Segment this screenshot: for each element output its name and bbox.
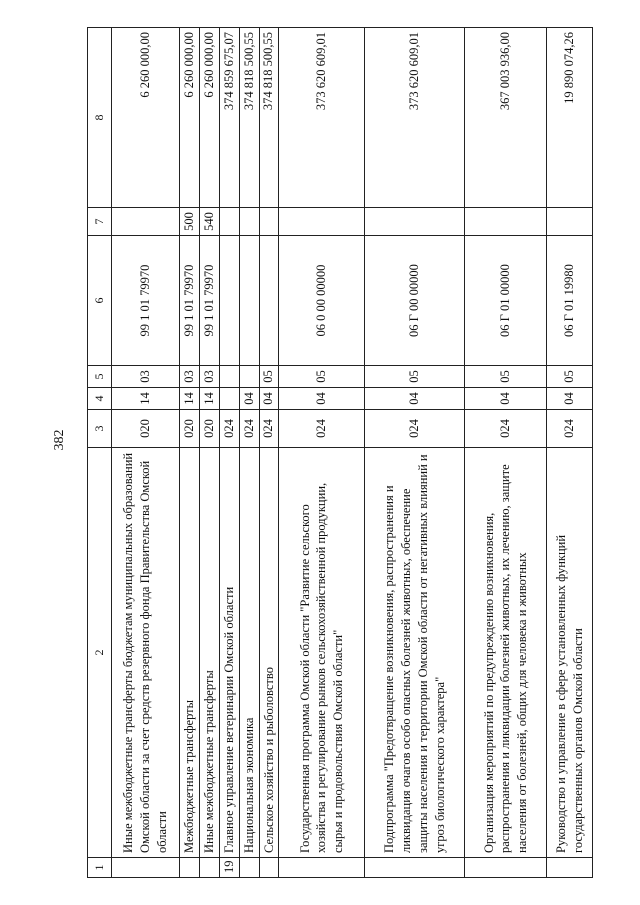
row-section — [219, 388, 239, 410]
row-amount: 373 620 609,01 — [279, 28, 365, 208]
row-admin-code: 024 — [239, 410, 259, 448]
row-amount: 373 620 609,01 — [365, 28, 465, 208]
row-subsection: 03 — [199, 366, 219, 388]
table-row — [547, 28, 593, 878]
row-expense-type: 540 — [199, 208, 219, 236]
row-admin-code: 024 — [365, 410, 465, 448]
row-name: Подпрограмма "Предотвращение возникновения, распространения и ликвидация очагов особо опасных болезней животных, обеспечение защиты населения и территории Омской области от негативных влияний и угроз биологического характера" — [365, 448, 465, 858]
row-section: 14 — [112, 388, 180, 410]
header-col-2: 2 — [88, 448, 112, 858]
row-admin-code: 020 — [112, 410, 180, 448]
header-col-1: 1 — [88, 858, 112, 878]
row-number: 19 — [219, 858, 239, 878]
row-name: Главное управление ветеринарии Омской области — [219, 448, 239, 858]
row-expense-type — [219, 208, 239, 236]
row-number — [365, 858, 465, 878]
row-admin-code: 024 — [465, 410, 547, 448]
table-row — [239, 28, 259, 878]
row-name: Межбюджетные трансферты — [180, 448, 200, 858]
row-expense-type — [259, 208, 279, 236]
row-number — [112, 858, 180, 878]
row-admin-code: 020 — [180, 410, 200, 448]
row-name: Иные межбюджетные трансферты — [199, 448, 219, 858]
row-amount: 19 890 074,26 — [547, 28, 593, 208]
table-row — [180, 28, 200, 878]
table-row — [219, 28, 239, 878]
row-number — [199, 858, 219, 878]
row-subsection: 05 — [259, 366, 279, 388]
row-section: 14 — [180, 388, 200, 410]
row-subsection: 03 — [112, 366, 180, 388]
row-section: 04 — [365, 388, 465, 410]
row-name: Иные межбюджетные трансферты бюджетам муниципальных образований Омской области за счет средств резервного фонда Правительства Омской области — [112, 448, 180, 858]
row-section: 04 — [279, 388, 365, 410]
row-number — [547, 858, 593, 878]
row-target-code — [259, 236, 279, 366]
row-expense-type — [365, 208, 465, 236]
row-amount: 374 859 675,07 — [219, 28, 239, 208]
row-admin-code: 020 — [199, 410, 219, 448]
row-name: Организация мероприятий по предупреждению возникновения, распространения и ликвидации болезней животных, их лечению, защите населения от болезней, общих для человека и животных — [465, 448, 547, 858]
rotated-table-wrapper — [87, 28, 585, 878]
row-subsection — [239, 366, 259, 388]
header-col-6: 6 — [88, 236, 112, 366]
row-name: Сельское хозяйство и рыболовство — [259, 448, 279, 858]
row-target-code: 06 Г 00 00000 — [365, 236, 465, 366]
row-target-code: 06 Г 01 00000 — [465, 236, 547, 366]
row-target-code: 06 Г 01 19980 — [547, 236, 593, 366]
row-subsection: 05 — [465, 366, 547, 388]
row-expense-type — [279, 208, 365, 236]
row-target-code: 99 1 01 79970 — [112, 236, 180, 366]
row-target-code — [219, 236, 239, 366]
table-row — [279, 28, 365, 878]
header-col-3: 3 — [88, 410, 112, 448]
row-admin-code: 024 — [259, 410, 279, 448]
row-amount: 374 818 500,55 — [239, 28, 259, 208]
table-row — [199, 28, 219, 878]
row-expense-type — [112, 208, 180, 236]
row-name: Государственная программа Омской области "Развитие сельского хозяйства и регулирование рынков сельскохозяйственной продукции, сырья и продовольствия Омской области" — [279, 448, 365, 858]
row-number — [279, 858, 365, 878]
table-row — [365, 28, 465, 878]
header-col-8: 8 — [88, 28, 112, 208]
row-name: Национальная экономика — [239, 448, 259, 858]
row-target-code: 06 0 00 00000 — [279, 236, 365, 366]
row-expense-type — [239, 208, 259, 236]
row-number — [465, 858, 547, 878]
row-admin-code: 024 — [279, 410, 365, 448]
row-subsection: 03 — [180, 366, 200, 388]
row-subsection: 05 — [279, 366, 365, 388]
row-subsection — [219, 366, 239, 388]
row-section: 04 — [547, 388, 593, 410]
row-number — [180, 858, 200, 878]
row-target-code: 99 1 01 79970 — [199, 236, 219, 366]
table-row — [259, 28, 279, 878]
header-col-5: 5 — [88, 366, 112, 388]
row-section: 04 — [239, 388, 259, 410]
row-admin-code: 024 — [547, 410, 593, 448]
table-header-row — [88, 28, 112, 878]
row-expense-type: 500 — [180, 208, 200, 236]
row-number — [259, 858, 279, 878]
row-subsection: 05 — [365, 366, 465, 388]
row-number — [239, 858, 259, 878]
row-section: 04 — [259, 388, 279, 410]
row-section: 14 — [199, 388, 219, 410]
row-amount: 6 260 000,00 — [199, 28, 219, 208]
row-target-code — [239, 236, 259, 366]
row-amount: 6 260 000,00 — [112, 28, 180, 208]
row-admin-code: 024 — [219, 410, 239, 448]
row-amount: 367 003 936,00 — [465, 28, 547, 208]
row-name: Руководство и управление в сфере установленных функций государственных органов Омской области — [547, 448, 593, 858]
row-target-code: 99 1 01 79970 — [180, 236, 200, 366]
page-number: 382 — [52, 429, 67, 451]
budget-table — [87, 27, 593, 878]
header-col-7: 7 — [88, 208, 112, 236]
row-expense-type — [465, 208, 547, 236]
row-amount: 374 818 500,55 — [259, 28, 279, 208]
row-expense-type — [547, 208, 593, 236]
table-row — [112, 28, 180, 878]
row-amount: 6 260 000,00 — [180, 28, 200, 208]
table-row — [465, 28, 547, 878]
row-subsection: 05 — [547, 366, 593, 388]
header-col-4: 4 — [88, 388, 112, 410]
row-section: 04 — [465, 388, 547, 410]
